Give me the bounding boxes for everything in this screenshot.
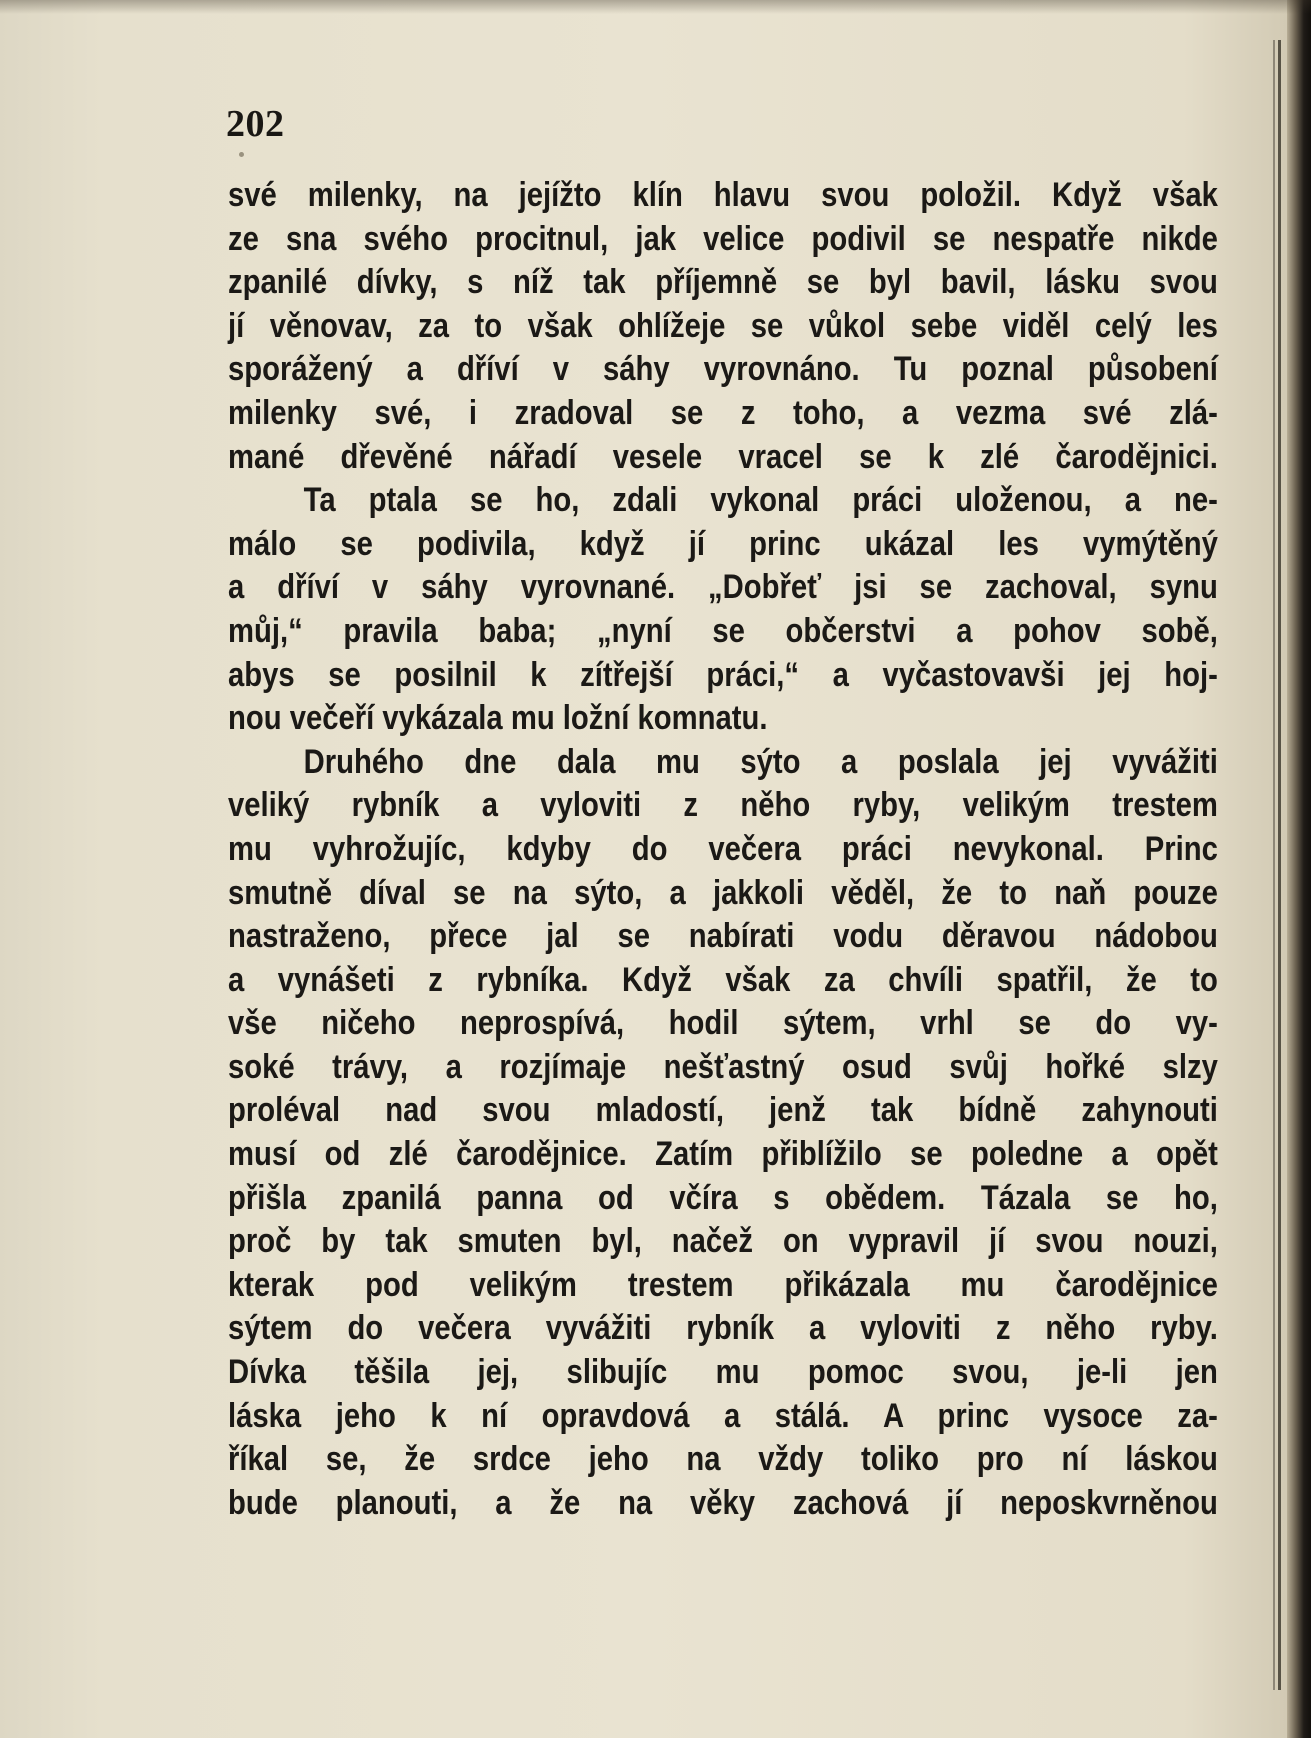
page-edge-line	[1278, 40, 1281, 1690]
top-shadow	[0, 0, 1311, 14]
text-line: Druhého dne dala mu sýto a poslala jej vyvážiti	[303, 742, 1218, 781]
text-line: mané dřevěné nářadí vesele vracel se k zlé čarodějnici.	[228, 437, 1218, 476]
text-line: ze sna svého procitnul, jak velice podivil se nespatře nikde	[228, 219, 1218, 258]
text-line: proč by tak smuten byl, načež on vypravil jí svou nouzi,	[228, 1222, 1218, 1261]
text-line: proléval nad svou mladostí, jenž tak bídně zahynouti	[228, 1091, 1218, 1130]
text-line: přišla zpanilá panna od včíra s obědem. Tázala se ho,	[228, 1178, 1218, 1217]
text-line: nastraženo, přece jal se nabírati vodu děravou nádobou	[228, 917, 1218, 956]
text-line: musí od zlé čarodějnice. Zatím přiblížilo se poledne a opět	[228, 1135, 1218, 1174]
text-line: říkal se, že srdce jeho na vždy toliko pro ní láskou	[228, 1440, 1218, 1479]
body-text	[228, 174, 1218, 1525]
page-number: 202	[226, 103, 285, 145]
text-line: Dívka těšila jej, slibujíc mu pomoc svou, je-li jen	[228, 1353, 1218, 1392]
text-line: sýtem do večera vyvážiti rybník a vyloviti z něho ryby.	[228, 1309, 1218, 1348]
text-line: a dříví v sáhy vyrovnané. „Dobřeť jsi se zachoval, synu	[228, 568, 1218, 607]
text-line: soké trávy, a rozjímaje nešťastný osud svůj hořké slzy	[228, 1047, 1218, 1086]
text-line: láska jeho k ní opravdová a stálá. A princ vysoce za-	[228, 1396, 1218, 1435]
text-line: vše ničeho neprospívá, hodil sýtem, vrhl se do vy-	[228, 1004, 1218, 1043]
text-line: Ta ptala se ho, zdali vykonal práci uloženou, a ne-	[303, 481, 1218, 520]
paper-speck	[239, 152, 244, 157]
text-line: málo se podivila, když jí princ ukázal les vymýtěný	[228, 524, 1218, 563]
text-line: kterak pod velikým trestem přikázala mu čarodějnice	[228, 1265, 1218, 1304]
text-line: mu vyhrožujíc, kdyby do večera práci nevykonal. Princ	[228, 829, 1218, 868]
text-line: milenky své, i zradoval se z toho, a vezma své zlá-	[228, 393, 1218, 432]
text-line: a vynášeti z rybníka. Když však za chvíli spatřil, že to	[228, 960, 1218, 999]
text-line: nou večeří vykázala mu ložní komnatu.	[228, 699, 768, 738]
text-line: smutně díval se na sýto, a jakkoli věděl, že to naň pouze	[228, 873, 1218, 912]
page-edge-line	[1273, 40, 1275, 1690]
text-line: jí věnovav, za to však ohlížeje se vůkol sebe viděl celý les	[228, 306, 1218, 345]
text-line: veliký rybník a vyloviti z něho ryby, velikým trestem	[228, 786, 1218, 825]
text-line: můj,“ pravila baba; „nyní se občerstvi a pohov sobě,	[228, 611, 1218, 650]
text-line: sporážený a dříví v sáhy vyrovnáno. Tu poznal působení	[228, 350, 1218, 389]
text-line: zpanilé dívky, s níž tak příjemně se byl bavil, lásku svou	[228, 263, 1218, 302]
page-edge-shadow	[1287, 0, 1311, 1738]
text-line: bude planouti, a že na věky zachová jí neposkvrněnou	[228, 1483, 1218, 1522]
text-line: abys se posilnil k zítřejší práci,“ a vyčastovavši jej hoj-	[228, 655, 1218, 694]
text-line: své milenky, na jejížto klín hlavu svou položil. Když však	[228, 176, 1218, 214]
